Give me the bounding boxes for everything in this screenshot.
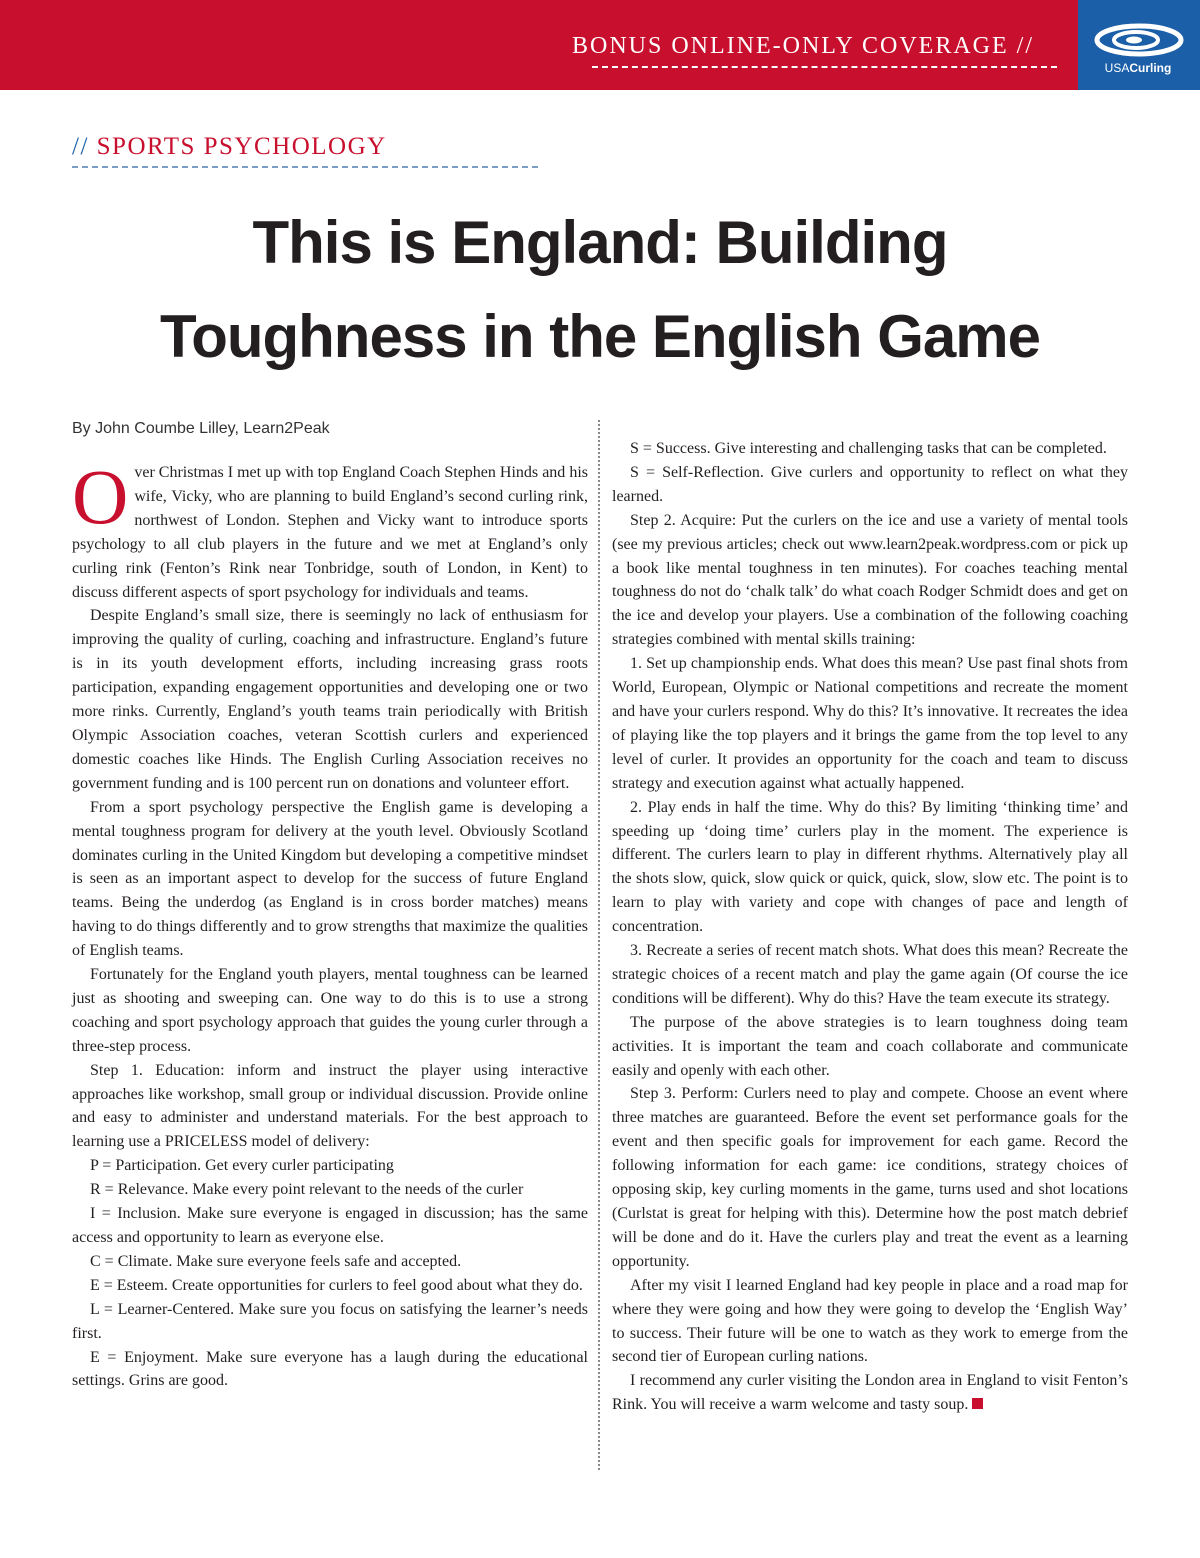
paragraph: After my visit I learned England had key people in place and a road map for where they were going and how they were going to develop the ‘English Way’ to success. Their future will be one to watch as they work to emerge from the second tier of European curling nations.: [612, 1276, 1128, 1366]
paragraph: Fortunately for the England youth players, mental toughness can be learned just as shooting and sweeping can. One way to do this is to use a strong coaching and sport psychology approach that guides the young curler through a three-step process.: [72, 966, 588, 1055]
list-item: I = Inclusion. Make sure everyone is engaged in discussion; has the same access and opportunity to learn as everyone else.: [72, 1205, 588, 1246]
end-mark-icon: [972, 1398, 983, 1409]
list-item: L = Learner-Centered. Make sure you focus on satisfying the learner’s needs first.: [72, 1300, 588, 1342]
top-banner: [0, 0, 1078, 90]
paragraph: Despite England’s small size, there is seemingly no lack of enthusiasm for improving the quality of curling, coaching and infrastructure. England’s future is in its youth development efforts, including increasing grass roots participation, expanding engagement opportunities and developing one or two more rinks. Currently, England’s youth teams train periodically with British Olympic Association coaches, veteran Scottish curlers and experienced domestic coaches like Hinds. The English Curling Association receives no government funding and is 100 percent run on donations and volunteer effort.: [72, 607, 588, 792]
curling-stone-ring-icon: [1088, 22, 1190, 60]
list-item: R = Relevance. Make every point relevant to the needs of the curler: [90, 1181, 524, 1199]
banner-dashed-rule: [592, 66, 1057, 68]
paragraph: Step 3. Perform: Curlers need to play and compete. Choose an event where three matches are guaranteed. Before the event set performance goals for the event and then specific goals for improvement for each game. Record the following information for each game: ice conditions, strategy choices of opposing skip, key curling moments in the game, turns used and shot locations (Curlstat is great for helping with this). Determine how the post match debrief will be done and do it. Have the curlers play and treat the event as a learning opportunity.: [612, 1085, 1128, 1270]
paragraph: [72, 453, 588, 604]
banner-title: BONUS ONLINE-ONLY COVERAGE //: [571, 33, 1034, 59]
drop-cap: O: [72, 453, 129, 540]
paragraph: 3. Recreate a series of recent match shots. What does this mean? Recreate the strategic choices of a recent match and play the game again (Of course the ice conditions will be different). Why do this? Have the team execute its strategy.: [612, 942, 1128, 1007]
list-item: S = Self-Reflection. Give curlers and opportunity to reflect on what they learned.: [612, 463, 1128, 505]
list-item: E = Enjoyment. Make sure everyone has a laugh during the educational settings. Grins are good.: [72, 1348, 588, 1390]
paragraph: Step 1. Education: inform and instruct the player using interactive approaches like workshop, small group or individual discussion. Provide online and easy to administer and understand materials. For the best approach to learning use a PRICELESS model of delivery:: [72, 1061, 588, 1151]
paragraph: Step 2. Acquire: Put the curlers on the ice and use a variety of mental tools (see my previous articles; check out www.learn2peak.wordpress.com or pick up a book like mental toughness in ten minutes). For coaches teaching mental toughness do not do ‘chalk talk’ do what coach Rodger Schmidt does and get on the ice and develop your players. Use a combination of the following coaching strategies combined with mental skills training:: [612, 511, 1128, 649]
section-label: [72, 133, 387, 161]
logo-wordmark: [1083, 61, 1193, 75]
paragraph: From a sport psychology perspective the English game is developing a mental toughness program for delivery at the youth level. Obviously Scotland dominates curling in the United Kingdom but developing a competitive mindset is seen as an important aspect to develop for the success of future England teams. Being the underdog (as England is in cross border matches) means having to do things differently and to grow strengths that maximize the qualities of English teams.: [72, 798, 588, 960]
logo-word-curling: Curling: [1129, 61, 1172, 75]
article-headline: [60, 196, 1140, 384]
paragraph: [612, 1369, 1128, 1417]
headline-line-2: Toughness in the English Game: [160, 303, 1040, 370]
section-dashed-rule: [72, 166, 538, 168]
section-slashes: //: [72, 133, 89, 160]
logo-word-usa: USA: [1104, 61, 1130, 75]
list-item: P = Participation. Get every curler participating: [90, 1157, 394, 1175]
byline: By John Coumbe Lilley, Learn2Peak: [72, 420, 330, 437]
paragraph-text: ver Christmas I met up with top England Coach Stephen Hinds and his wife, Vicky, who are planning to build England’s second curling rink, northwest of London. Stephen and Vicky want to introduce sports psychology to all club players in the future and we met at England’s only curling rink (Fenton’s Rink near Tonbridge, south of London, in Kent) to discuss different aspects of sport psychology for individuals and teams.: [72, 464, 588, 601]
list-item: S = Success. Give interesting and challenging tasks that can be completed.: [630, 440, 1107, 457]
section-name: SPORTS PSYCHOLOGY: [96, 133, 387, 160]
paragraph-text: I recommend any curler visiting the London area in England to visit Fenton’s Rink. You will receive a warm welcome and tasty soup.: [612, 1372, 1128, 1414]
column-divider: [598, 420, 600, 1470]
list-item: E = Esteem. Create opportunities for curlers to feel good about what they do.: [90, 1276, 583, 1294]
paragraph: 1. Set up championship ends. What does this mean? Use past final shots from World, European, Olympic or National competitions and recreate the moment and have your curlers respond. Why do this? It’s innovative. It recreates the idea of playing like the top players and it brings the game from the top level to any level of curler. It provides an opportunity for the coach and team to discuss strategy and execution against what actually happened.: [612, 655, 1128, 792]
list-item: C = Climate. Make sure everyone feels safe and accepted.: [90, 1252, 462, 1270]
paragraph: 2. Play ends in half the time. Why do this? By limiting ‘thinking time’ and speeding up ‘doing time’ curlers play in the moment. The experience is different. The curlers learn to play in different rhythms. Alternatively play all the shots slow, quick, slow quick or quick, quick, slow, slow etc. The point is to learn to play with variety and cope with changes of pace and length of concentration.: [612, 798, 1128, 936]
article-column-left: [72, 453, 588, 1393]
headline-line-1: This is England: Building: [252, 209, 948, 276]
article-column-right: [612, 437, 1128, 1417]
paragraph: The purpose of the above strategies is to learn toughness doing team activities. It is important the team and coach collaborate and communicate easily and openly with each other.: [612, 1013, 1128, 1079]
